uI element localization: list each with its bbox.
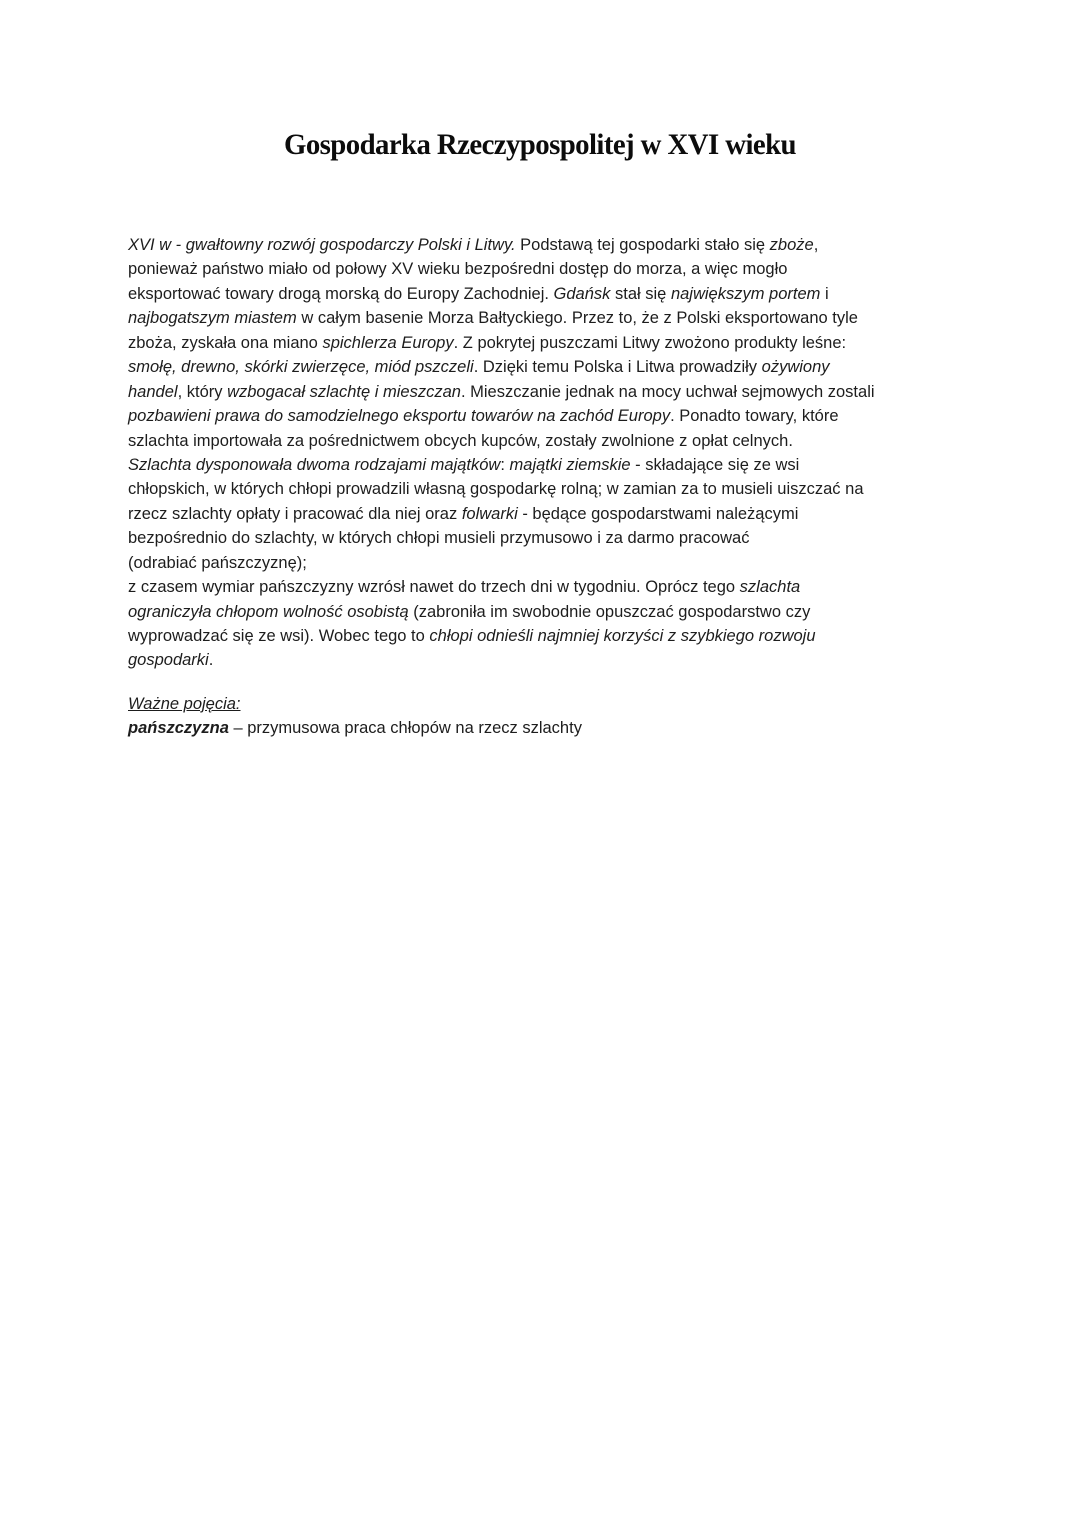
emphasized-text: szlachta: [739, 578, 801, 597]
glossary-heading: [128, 692, 582, 716]
plain-text: i: [820, 284, 829, 303]
plain-text: :: [500, 455, 510, 474]
text-line: [128, 502, 875, 526]
emphasized-text: ożywiony: [761, 358, 830, 377]
emphasized-text: Gdańsk: [553, 284, 611, 303]
text-line: [128, 575, 875, 599]
emphasized-text: największym portem: [670, 284, 821, 303]
text-line: [128, 306, 875, 330]
plain-text: bezpośrednio do szlachty, w których chłopi musieli przymusowo i za darmo pracować: [128, 529, 750, 548]
emphasized-text: Ważne pojęcia:: [128, 695, 241, 713]
plain-text: rzecz szlachty opłaty i pracować dla niej oraz: [128, 504, 462, 523]
text-line: [128, 648, 875, 672]
plain-text: . Dzięki temu Polska i Litwa prowadziły: [473, 358, 762, 377]
plain-text: szlachta importowała za pośrednictwem obcych kupców, zostały zwolnione z opłat celnych.: [128, 431, 793, 450]
plain-text: eksportować towary drogą morską do Europy Zachodniej.: [128, 284, 554, 303]
emphasized-text: najbogatszym miastem: [128, 309, 297, 328]
emphasized-text: chłopi odnieśli najmniej korzyści z szybkiego rozwoju: [429, 627, 816, 645]
text-line: [128, 551, 875, 575]
plain-text: ,: [813, 236, 819, 254]
plain-text: wyprowadzać się ze wsi). Wobec tego to: [128, 627, 430, 645]
plain-text: . Z pokrytej puszczami Litwy zwożono produkty leśne:: [453, 333, 847, 352]
text-line: [128, 429, 875, 453]
emphasized-text: zboże: [769, 236, 814, 254]
text-line: [128, 282, 875, 306]
text-line: [128, 526, 875, 550]
emphasized-text: Szlachta dysponowała dwoma rodzajami majątków: [128, 455, 501, 474]
text-line: [128, 453, 875, 477]
emphasized-text: folwarki: [461, 504, 518, 523]
plain-text: zboża, zyskała ona miano: [128, 333, 323, 352]
emphasized-text: spichlerza Europy: [322, 333, 454, 352]
emphasized-text: smołę, drewno, skórki zwierzęce, miód pszczeli: [128, 358, 474, 377]
glossary-entry: [128, 716, 582, 740]
plain-text: – przymusowa praca chłopów na rzecz szlachty: [228, 719, 582, 738]
plain-text: - będące gospodarstwami należącymi: [517, 504, 799, 523]
text-line: [128, 233, 875, 257]
plain-text: stał się: [610, 284, 671, 303]
plain-text: (zabroniła im swobodnie opuszczać gospodarstwo czy: [408, 602, 811, 621]
text-line: [128, 477, 875, 501]
plain-text: ponieważ państwo miało od połowy XV wieku bezpośredni dostęp do morza, a więc mogło: [128, 260, 788, 279]
plain-text: (odrabiać pańszczyznę);: [128, 553, 307, 572]
text-line: [128, 600, 875, 624]
emphasized-text: majątki ziemskie: [509, 455, 631, 474]
text-line: [128, 380, 875, 404]
plain-text: , który: [177, 382, 228, 401]
plain-text: - składające się ze wsi: [630, 455, 800, 474]
plain-text: .: [208, 651, 214, 670]
text-line: [128, 624, 875, 648]
text-line: [128, 331, 875, 355]
plain-text: . Ponadto towary, które: [670, 407, 839, 426]
emphasized-text: handel: [128, 382, 178, 401]
emphasized-text: pozbawieni prawa do samodzielnego eksportu towarów na zachód Europy: [128, 407, 671, 426]
emphasized-text: ograniczyła chłopom wolność osobistą: [128, 602, 409, 621]
emphasized-text: wzbogacał szlachtę i mieszczan: [227, 382, 461, 401]
emphasized-text: XVI w - gwałtowny rozwój gospodarczy Polski i Litwy.: [128, 236, 516, 254]
plain-text: chłopskich, w których chłopi prowadzili własną gospodarkę rolną; w zamian za to musieli uiszczać na: [128, 480, 864, 499]
page-title: Gospodarka Rzeczypospolitej w XVI wieku: [284, 128, 796, 161]
emphasized-text: gospodarki: [128, 651, 209, 670]
plain-text: w całym basenie Morza Bałtyckiego. Przez to, że z Polski eksportowano tyle: [296, 309, 858, 328]
text-line: [128, 404, 875, 428]
plain-text: z czasem wymiar pańszczyzny wzrósł nawet do trzech dni w tygodniu. Oprócz tego: [128, 578, 740, 597]
glossary-section: [128, 692, 582, 741]
text-line: [128, 257, 875, 281]
emphasized-text: pańszczyzna: [128, 719, 229, 738]
body-paragraph: [128, 233, 875, 673]
plain-text: Podstawą tej gospodarki stało się: [515, 236, 770, 254]
text-line: [128, 355, 875, 379]
plain-text: . Mieszczanie jednak na mocy uchwał sejmowych zostali: [460, 382, 875, 401]
